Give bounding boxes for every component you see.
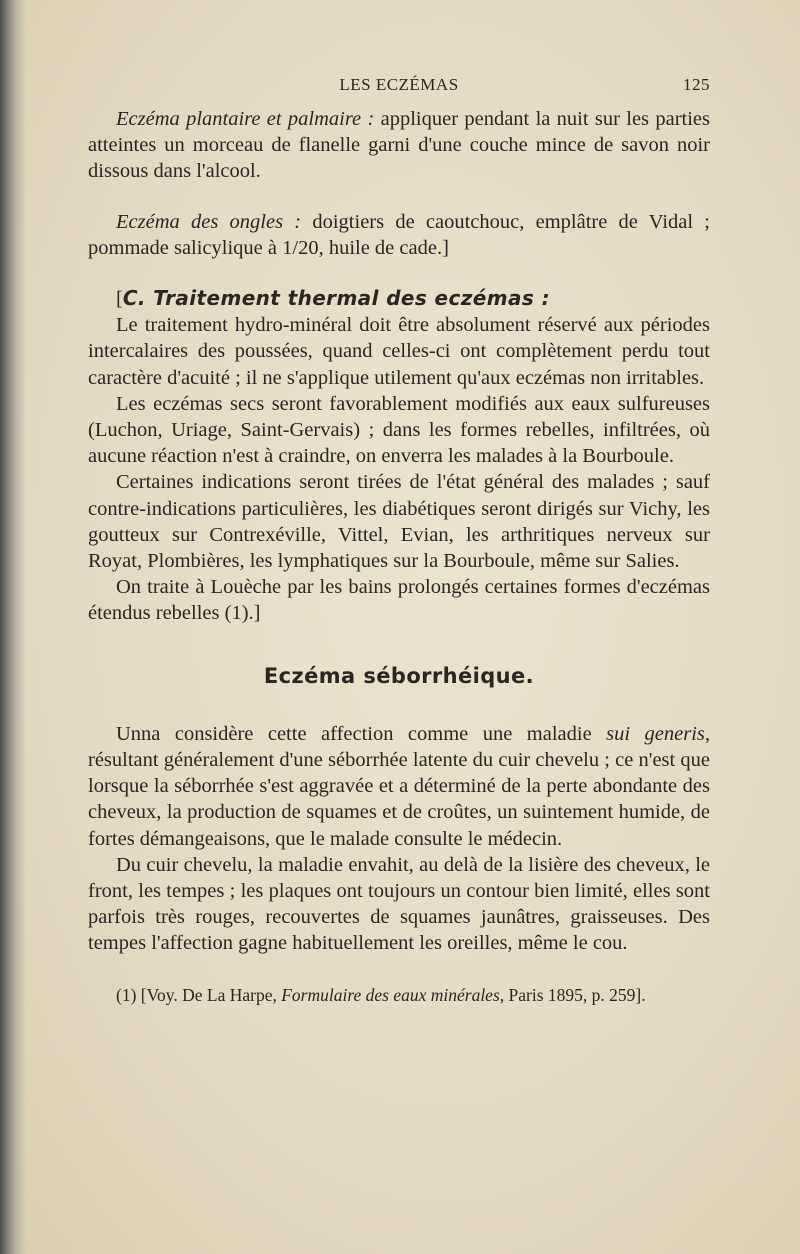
paragraph-thermal: Le traitement hydro-minéral doit être absolument réservé aux périodes intercalaires des poussées, quand celles-ci ont complètement perdu tout caractère d'acuité ; il ne s'applique utilement qu'aux eczémas non irritables. — [88, 314, 710, 389]
paragraph-ongles — [88, 209, 710, 261]
paragraph-label: Eczéma plantaire et palmaire : — [116, 108, 375, 130]
running-header — [88, 66, 710, 96]
paragraph-unna — [88, 721, 710, 852]
section-heading-text: C. Traitement thermal des eczémas : — [122, 286, 550, 311]
paragraph-indications: Certaines indications seront tirées de l'état général des malades ; sauf contre-indications particulières, les diabétiques seront dirigés sur Vichy, les goutteux sur Contrexéville, Vittel, Evian, les arthritiques nerveux sur Royat, Plombières, les lymphatiques sur la Bourboule, même sur Salies. — [88, 471, 710, 573]
paragraph-text: appliquer pendant la nuit sur les parties atteintes un morceau de flanelle garni d'une couche mince de savon noir dissous dans l'alcool. — [88, 108, 710, 183]
paragraph-text: doigtiers de caoutchouc, emplâtre de Vidal ; pommade salicylique à 1/20, huile de cade.] — [88, 210, 710, 259]
footnote-text: Paris 1895, p. 259]. — [504, 984, 646, 1005]
footnote-italic: Formulaire des eaux minérales, — [281, 984, 505, 1005]
paragraph-plantaire — [88, 106, 710, 185]
paragraph-loueche: On traite à Louèche par les bains prolongés certaines formes d'eczémas étendus rebelles (1).] — [88, 576, 710, 625]
page-number: 125 — [683, 75, 710, 94]
paragraph-label: Eczéma des ongles : — [116, 210, 302, 233]
book-spine-shadow — [0, 0, 26, 1254]
bracket: [ — [116, 288, 123, 311]
page-content — [88, 66, 710, 1007]
section-heading-thermal — [88, 285, 710, 312]
paragraph-cuir-chevelu: Du cuir chevelu, la maladie envahit, au delà de la lisière des cheveux, le front, les tempes ; les plaques ont toujours un contour bien limité, elles sont parfois très rouges, recouvertes de squames jaunâtres, graisseuses. Des tempes l'affection gagne habituellement les oreilles, même le cou. — [88, 853, 710, 955]
paragraph-text: , résultant généralement d'une séborrhée latente du cuir chevelu ; ce n'est que lorsque la séborrhée s'est aggravée et a déterminé de la perte abondante des cheveux, la production de squames et de croûtes, un suintement humide, de fortes démangeaisons, que le malade consulte le médecin. — [88, 722, 710, 850]
footnote-text: (1) [Voy. De La Harpe, — [116, 984, 282, 1005]
running-title: LES ECZÉMAS — [339, 75, 459, 94]
paragraph-text: Unna considère cette affection comme une maladie — [116, 722, 607, 745]
footnote — [88, 983, 710, 1007]
section-title: Eczéma séborrhéique. — [263, 663, 535, 688]
italic-term: sui generis — [606, 722, 705, 745]
paragraph-eczemas-secs: Les eczémas secs seront favorablement modifiés aux eaux sulfureuses (Luchon, Uriage, Saint-Gervais) ; dans les formes rebelles, infiltrées, où aucune réaction n'est à craindre, on enverra les malades à la Bourboule. — [88, 392, 710, 468]
